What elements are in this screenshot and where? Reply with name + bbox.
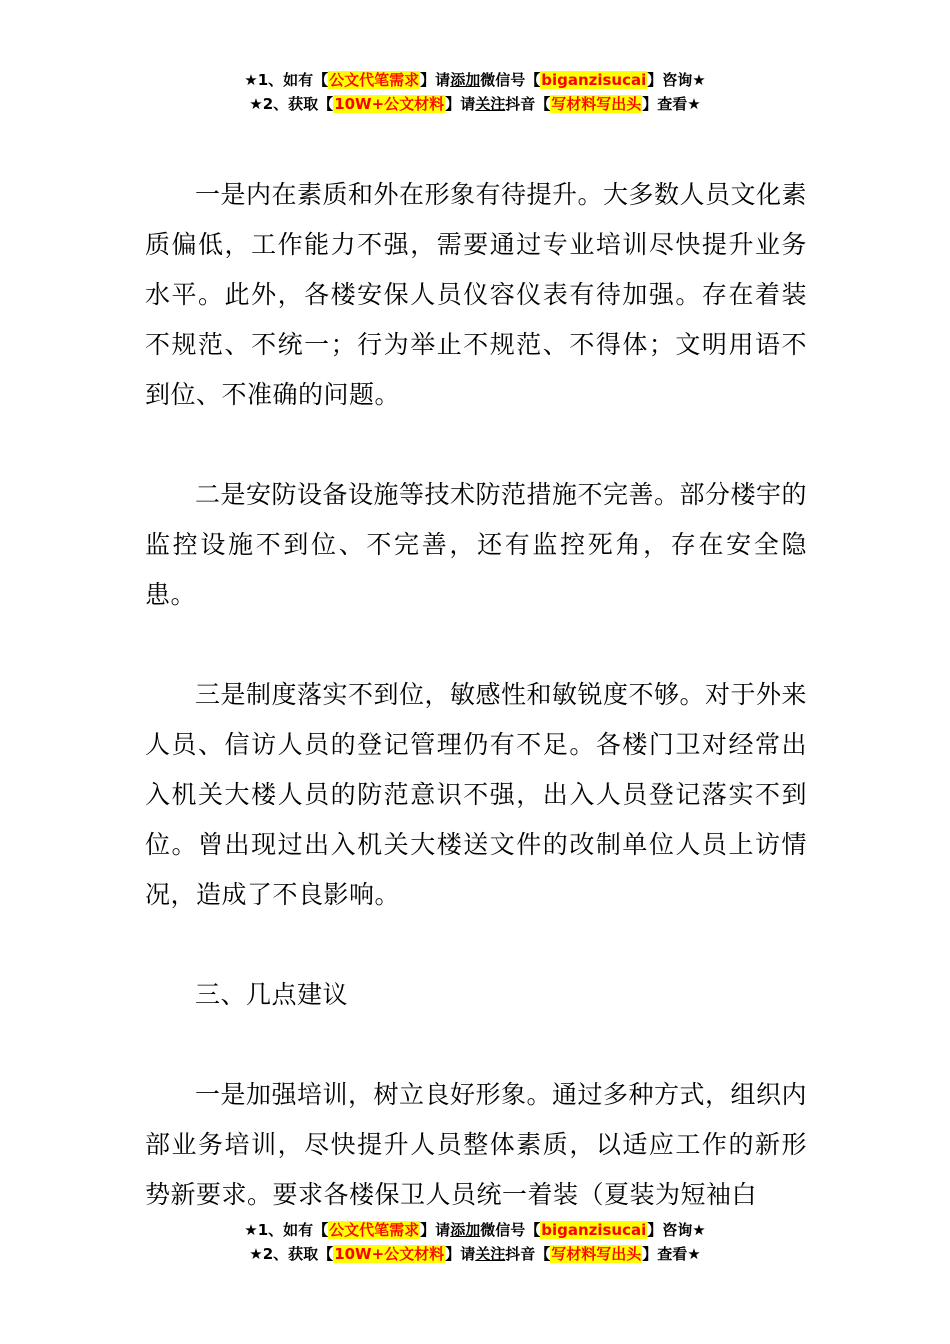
banner-text: 】咨询★ bbox=[647, 1221, 706, 1239]
banner-text: 】请 bbox=[445, 1245, 476, 1263]
banner-highlight: 公文代笔需求 bbox=[329, 71, 420, 89]
paragraph-3: 三是制度落实不到位，敏感性和敏锐度不够。对于外来人员、信访人员的登记管理仍有不足。各楼门卫对经常出入机关大楼人员的防范意识不强，出入人员登记落实不到位。曾出现过出入机关大楼送文件的改制单位人员上访情况，造成了不良影响。 bbox=[145, 680, 808, 909]
banner-line-2 bbox=[0, 1242, 950, 1266]
banner-text: ★2、获取【 bbox=[249, 1245, 334, 1263]
banner-highlight: biganzisucai bbox=[541, 71, 647, 89]
banner-line-2 bbox=[0, 92, 950, 116]
banner-highlight: 10W+公文材料 bbox=[334, 1245, 445, 1263]
banner-line-1 bbox=[0, 1218, 950, 1242]
banner-highlight: 写材料写出头 bbox=[551, 95, 642, 113]
paragraph-1: 一是内在素质和外在形象有待提升。大多数人员文化素质偏低，工作能力不强，需要通过专业培训尽快提升业务水平。此外，各楼安保人员仪容仪表有待加强。存在着装不规范、不统一；行为举止不规范、不得体；文明用语不到位、不准确的问题。 bbox=[145, 180, 808, 409]
banner-text: 】查看★ bbox=[642, 1245, 701, 1263]
banner-underline: 添加 bbox=[450, 1221, 481, 1239]
banner-text: ★2、获取【 bbox=[249, 95, 334, 113]
banner-text: 】请 bbox=[445, 95, 476, 113]
banner-highlight: 公文代笔需求 bbox=[329, 1221, 420, 1239]
paragraph-4: 一是加强培训，树立良好形象。通过多种方式，组织内部业务培训，尽快提升人员整体素质，以适应工作的新形势新要求。要求各楼保卫人员统一着装（夏装为短袖白 bbox=[145, 1080, 808, 1209]
banner-underline: 关注 bbox=[475, 95, 506, 113]
banner-text: 微信号【 bbox=[480, 71, 541, 89]
banner-text: 】咨询★ bbox=[647, 71, 706, 89]
document-body bbox=[145, 170, 807, 1270]
banner-text: ★1、如有【 bbox=[244, 1221, 329, 1239]
header-banner bbox=[0, 68, 950, 116]
banner-text: 抖音【 bbox=[505, 1245, 551, 1263]
banner-text: 】查看★ bbox=[642, 95, 701, 113]
banner-text: 抖音【 bbox=[505, 95, 551, 113]
banner-text: ★1、如有【 bbox=[244, 71, 329, 89]
banner-text: 】请 bbox=[420, 1221, 451, 1239]
banner-underline: 关注 bbox=[475, 1245, 506, 1263]
banner-highlight: 写材料写出头 bbox=[551, 1245, 642, 1263]
banner-underline: 添加 bbox=[450, 71, 481, 89]
banner-text: 】请 bbox=[420, 71, 451, 89]
banner-highlight: 10W+公文材料 bbox=[334, 95, 445, 113]
section-heading: 三、几点建议 bbox=[195, 980, 349, 1009]
banner-line-1 bbox=[0, 68, 950, 92]
footer-banner bbox=[0, 1218, 950, 1266]
banner-highlight: biganzisucai bbox=[541, 1221, 647, 1239]
banner-text: 微信号【 bbox=[480, 1221, 541, 1239]
paragraph-2: 二是安防设备设施等技术防范措施不完善。部分楼宇的监控设施不到位、不完善，还有监控死角，存在安全隐患。 bbox=[145, 480, 808, 609]
